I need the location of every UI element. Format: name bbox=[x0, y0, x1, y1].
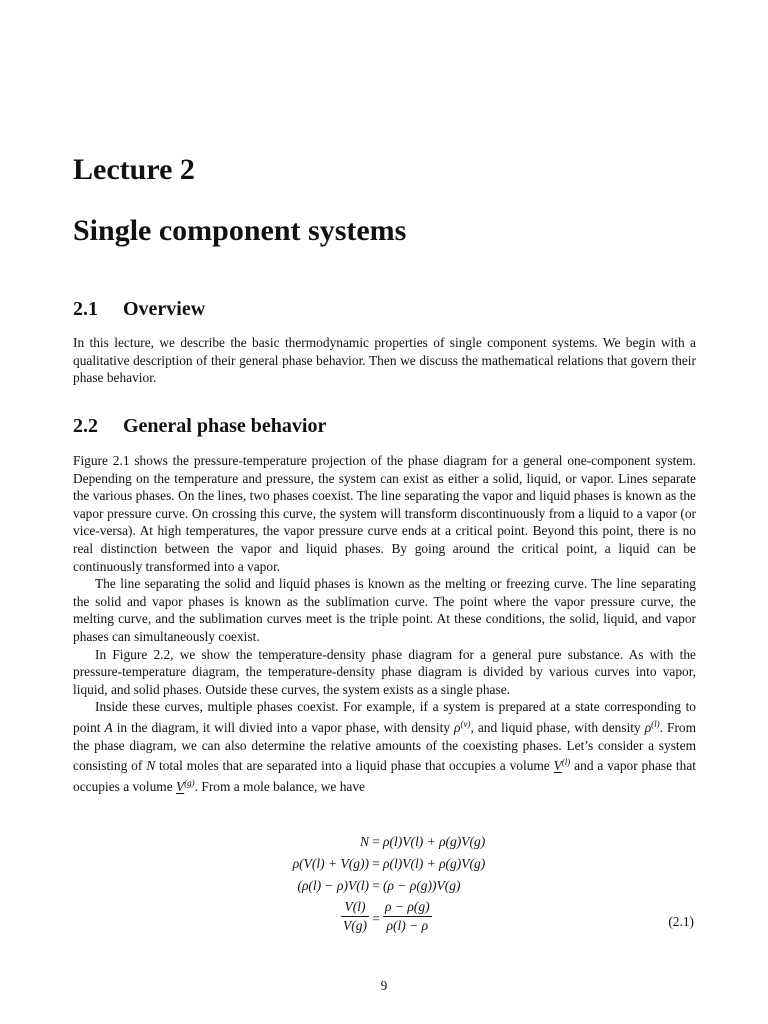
equation-rhs: (ρ − ρ(g))V(g) bbox=[383, 878, 461, 893]
math-symbol: N bbox=[146, 758, 156, 774]
equation-line bbox=[240, 898, 540, 940]
text-run: Inside these curves, multiple phases coexist. For example, if a system is prepared at a state corresponding to point bbox=[73, 699, 696, 735]
denominator: V(g) bbox=[343, 918, 367, 933]
math-symbol: ρ bbox=[454, 719, 461, 735]
math-symbol: V bbox=[176, 778, 185, 794]
equation-lhs: (ρ(l) − ρ)V(l) bbox=[297, 878, 369, 893]
equals-sign: = bbox=[372, 856, 380, 871]
paragraph bbox=[73, 698, 696, 795]
denominator: ρ(l) − ρ bbox=[383, 916, 432, 935]
equals-sign: = bbox=[372, 834, 380, 849]
equals-sign: = bbox=[372, 911, 380, 926]
fraction-rhs bbox=[383, 898, 432, 935]
section-number: 2.1 bbox=[73, 298, 98, 320]
page-number: 9 bbox=[380, 978, 388, 993]
text-run: , and liquid phase, with density bbox=[470, 719, 645, 735]
chapter-label: Lecture 2 bbox=[73, 153, 195, 186]
section-heading-general-phase-behavior bbox=[73, 413, 326, 439]
chapter-title: Single component systems bbox=[73, 214, 407, 247]
equation-line bbox=[240, 832, 540, 854]
text-run: in the diagram, it will divied into a vapor phase, with density bbox=[112, 719, 455, 735]
section-heading-overview bbox=[73, 296, 205, 322]
superscript: (v) bbox=[460, 718, 471, 729]
equation-block bbox=[240, 832, 540, 940]
equation-line bbox=[240, 854, 540, 876]
equation-rhs: ρ(l)V(l) + ρ(g)V(g) bbox=[383, 834, 486, 849]
section-number: 2.2 bbox=[73, 415, 98, 437]
paragraph: The line separating the solid and liquid phases is known as the melting or freezing curve. The line separating the solid and vapor phases is known as the sublimation curve. The point where the vapor pressure curve, the melting curve, and the sublimation curves meet is the triple point. At these conditions, the solid, liquid, and vapor phases can simultaneously coexist. bbox=[73, 576, 696, 644]
text-run: . From a mole balance, we have bbox=[194, 778, 365, 794]
superscript: (l) bbox=[651, 718, 660, 729]
equation-lhs: ρ(V(l) + V(g)) bbox=[292, 856, 369, 871]
equation-lhs: N bbox=[359, 834, 369, 849]
text-run: . From the phase diagram, we can also determine the relative amounts of the coexisting phases. Let’s consider a system consisting of bbox=[73, 719, 697, 774]
overview-body bbox=[73, 334, 696, 387]
math-symbol: V bbox=[553, 758, 562, 774]
equals-sign: = bbox=[372, 878, 380, 893]
numerator: V(l) bbox=[344, 899, 366, 914]
paragraph: Figure 2.1 shows the pressure-temperature projection of the phase diagram for a general one-component system. Depending on the temperature and pressure, the system can exist as either a solid, liquid, or vapor. Lines separate the various phases. On the lines, two phases coexist. The line separating the vapor and liquid phases is known as the vapor pressure curve. On crossing this curve, the system will transform discontinuously from a liquid to a vapor (or vice-versa). At high temperatures, the vapor pressure curve ends at a critical point. Beyond this point, there is no real distinction between the vapor and liquid phases. By going around the critical point, a liquid can be continuously transformed into a vapor. bbox=[73, 453, 696, 574]
fraction-lhs bbox=[341, 898, 369, 935]
numerator: ρ − ρ(g) bbox=[385, 899, 430, 914]
section-title: General phase behavior bbox=[123, 415, 327, 437]
paragraph: In this lecture, we describe the basic thermodynamic properties of single component systems. We begin with a qualitative description of their general phase behavior. Then we discuss the mathematical relations that govern their phase behavior. bbox=[73, 335, 696, 386]
general-phase-body bbox=[73, 452, 696, 795]
text-run: total moles that are separated into a liquid phase that occupies a volume bbox=[155, 758, 554, 774]
equation-line bbox=[240, 876, 540, 898]
section-title: Overview bbox=[123, 298, 206, 320]
superscript: (g) bbox=[184, 777, 195, 788]
paragraph: In Figure 2.2, we show the temperature-density phase diagram for a general pure substance. As with the pressure-temperature diagram, the temperature-density phase diagram is divided by various curves into vapor, liquid, and solid phases. Outside these curves, the system exists as a single phase. bbox=[73, 646, 696, 697]
equation-rhs: ρ(l)V(l) + ρ(g)V(g) bbox=[383, 856, 486, 871]
text-run: and a vapor phase that occupies a volume bbox=[73, 758, 696, 794]
math-symbol: A bbox=[104, 719, 113, 735]
math-symbol: ρ bbox=[644, 719, 652, 735]
superscript: (l) bbox=[561, 757, 571, 768]
equation-number: (2.1) bbox=[668, 914, 694, 929]
